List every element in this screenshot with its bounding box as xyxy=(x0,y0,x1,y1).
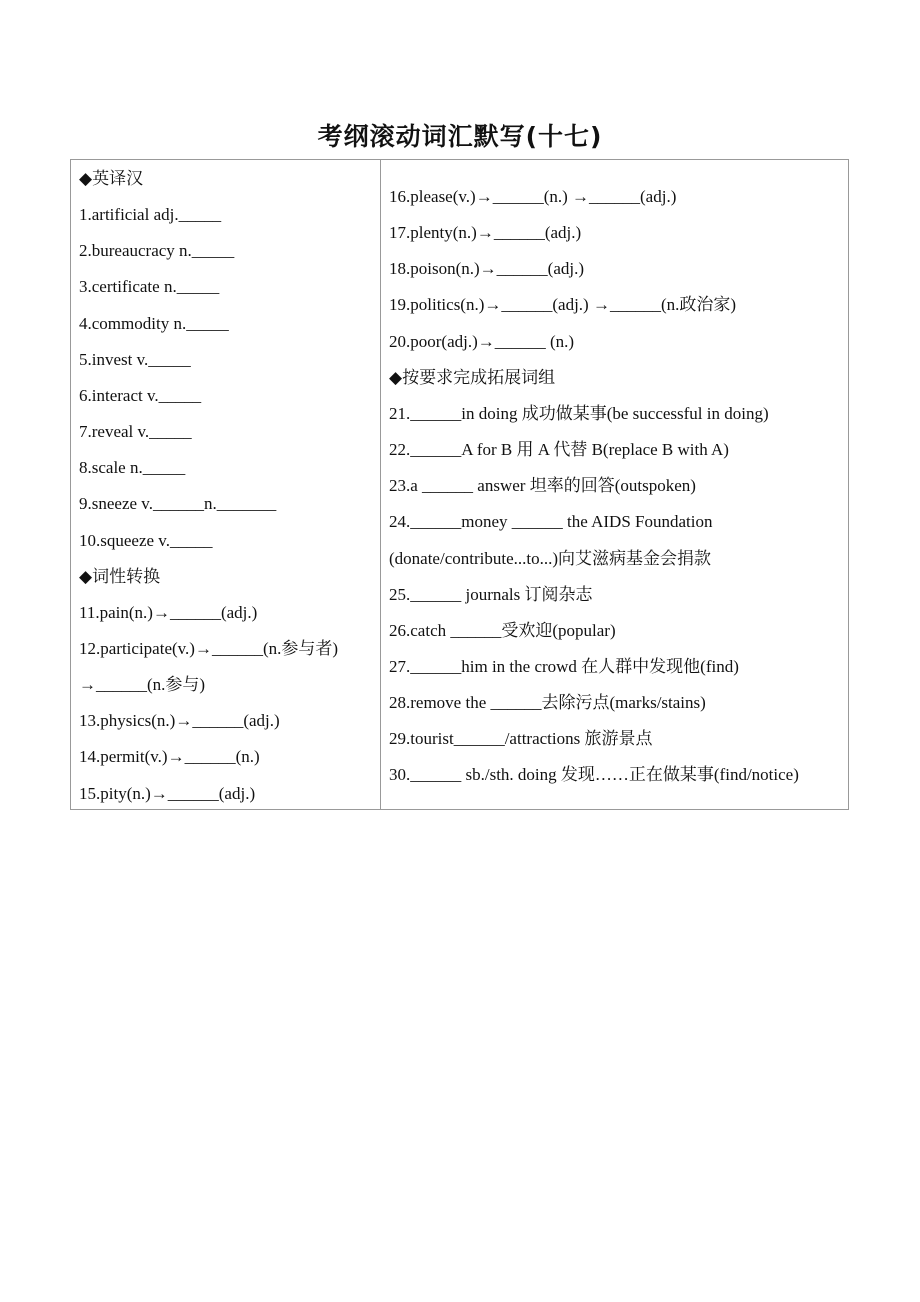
exercise-line: 20.poor(adj.)→______ (n.) xyxy=(389,331,575,351)
exercise-line: 10.squeeze v._____ xyxy=(79,530,213,550)
exercise-line: 28.remove the ______去除污点(marks/stains) xyxy=(389,693,706,713)
exercise-line: 14.permit(v.)→______(n.) xyxy=(79,747,260,767)
exercise-line: 9.sneeze v.______n._______ xyxy=(79,494,277,514)
exercise-line: 2.bureaucracy n._____ xyxy=(79,241,235,261)
exercise-line: 6.interact v._____ xyxy=(79,385,202,405)
exercise-line: 25.______ journals 订阅杂志 xyxy=(389,584,593,604)
exercise-line: 19.politics(n.)→______(adj.) →______(n.政治家) xyxy=(389,295,737,315)
exercise-line: 27.______him in the crowd 在人群中发现他(find) xyxy=(389,656,739,676)
exercise-line: 21.______in doing 成功做某事(be successful in doing) xyxy=(389,403,769,423)
section-heading: ◆按要求完成拓展词组 xyxy=(389,367,556,387)
exercise-line: 7.reveal v._____ xyxy=(79,422,192,442)
exercise-line: 24.______money ______ the AIDS Foundation xyxy=(389,512,713,532)
exercise-line: 15.pity(n.)→______(adj.) xyxy=(79,783,256,803)
exercise-line: →______(n.参与) xyxy=(79,675,206,695)
right-column xyxy=(381,160,848,809)
exercise-line: 26.catch ______受欢迎(popular) xyxy=(389,620,616,640)
left-column xyxy=(71,160,381,809)
exercise-line: 16.please(v.)→______(n.) →______(adj.) xyxy=(389,187,677,206)
exercise-line: 11.pain(n.)→______(adj.) xyxy=(79,602,258,622)
vocab-table xyxy=(70,159,849,810)
exercise-line: 30.______ sb./sth. doing 发现……正在做某事(find/notice) xyxy=(389,765,799,785)
exercise-line: 18.poison(n.)→______(adj.) xyxy=(389,259,585,279)
exercise-line: 29.tourist______/attractions 旅游景点 xyxy=(389,729,653,749)
section-heading: ◆词性转换 xyxy=(79,566,161,586)
exercise-line: 4.commodity n._____ xyxy=(79,313,229,333)
exercise-line: 13.physics(n.)→______(adj.) xyxy=(79,711,280,731)
section-heading: ◆英译汉 xyxy=(79,169,144,188)
page-title: 考纲滚动词汇默写(十七) xyxy=(317,122,603,151)
exercise-line: (donate/contribute...to...)向艾滋病基金会捐款 xyxy=(389,548,712,568)
exercise-line: 17.plenty(n.)→______(adj.) xyxy=(389,223,582,243)
exercise-line: 3.certificate n._____ xyxy=(79,277,220,297)
exercise-line: 8.scale n._____ xyxy=(79,458,186,478)
exercise-line: 5.invest v._____ xyxy=(79,349,191,369)
exercise-line: 12.participate(v.)→______(n.参与者) xyxy=(79,638,339,658)
exercise-line: 23.a ______ answer 坦率的回答(outspoken) xyxy=(389,476,696,496)
exercise-line: 1.artificial adj._____ xyxy=(79,205,222,225)
exercise-line: 22.______A for B 用 A 代替 B(replace B with A) xyxy=(389,440,729,460)
